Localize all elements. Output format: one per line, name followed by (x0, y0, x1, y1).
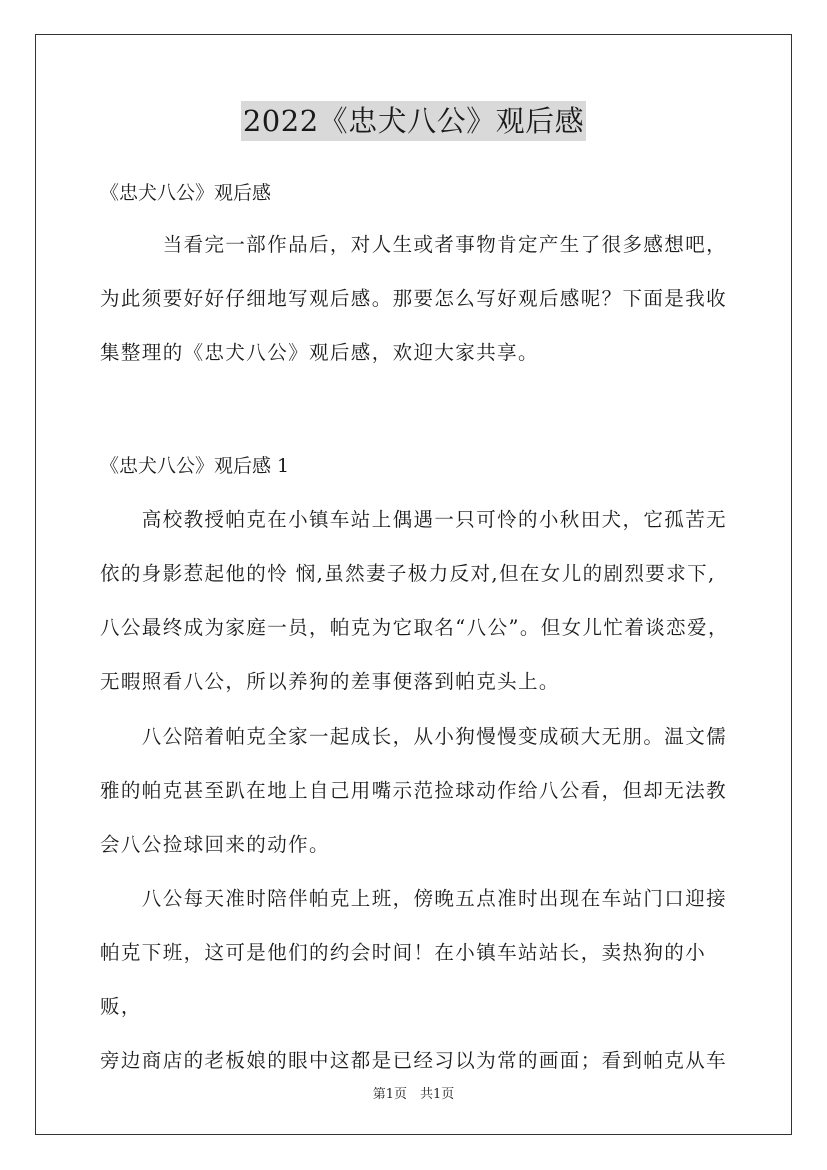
page-number-label: 第1页 共1页 (372, 1087, 455, 1102)
page-footer (0, 1083, 827, 1102)
document-subtitle: 《忠犬八公》观后感 (100, 182, 272, 204)
body-paragraph-1: 高校教授帕克在小镇车站上偶遇一只可怜的小秋田犬，它孤苦无 依的身影惹起他的怜 悯,虽然妻子极力反对,但在女儿的剧烈要求下, 八公最终成为家庭一员，帕克为它取名“八公”。但女儿忙着谈恋爱， 无暇照看八公，所以养狗的差事便落到帕克头上。 (100, 508, 729, 693)
section-heading: 《忠犬八公》观后感 1 (100, 455, 290, 477)
document-title (0, 101, 827, 141)
intro-paragraph: 当看完一部作品后，对人生或者事物肯定产生了很多感想吧， 为此须要好好仔细地写观后感。那要怎么写好观后感呢？下面是我收 集整理的《忠犬八公》观后感，欢迎大家共享。 (100, 233, 728, 364)
body-paragraph-3: 八公每天准时陪伴帕克上班，傍晚五点准时出现在车站门口迎接 帕克下班，这可是他们的约会时间！在小镇车站站长，卖热狗的小贩， 旁边商店的老板娘的眼中这都是已经习以为常的画面；看到帕克从车 (100, 887, 728, 1072)
document-title-text: 2022《忠犬八公》观后感 (241, 101, 586, 141)
body-paragraph-2: 八公陪着帕克全家一起成长，从小狗慢慢变成硕大无朋。温文儒 雅的帕克甚至趴在地上自己用嘴示范捡球动作给八公看，但却无法教 会八公捡球回来的动作。 (100, 725, 728, 856)
